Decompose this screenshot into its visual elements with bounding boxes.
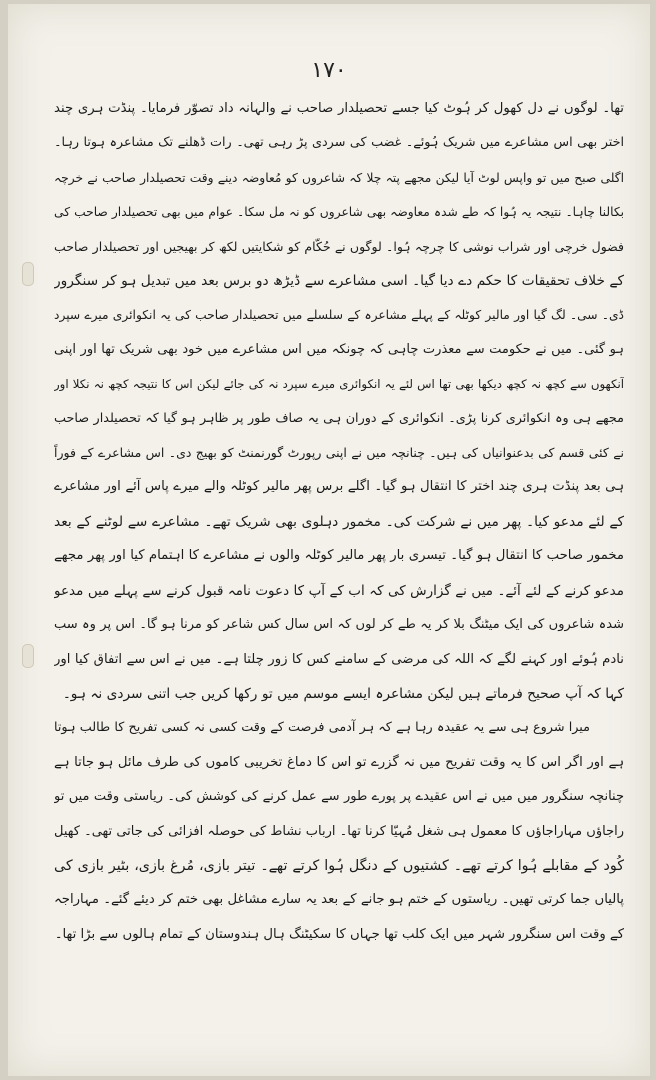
text-line: نادم ہُوئے اور کہنے لگے کہ اللہ کی مرضی کے سامنے کس کا زور چلتا ہے۔ میں نے اس سے اتفاق کیا اور [54, 651, 624, 667]
text-line: آنکھوں سے کچھ نہ کچھ دیکھا بھی تھا اس لئے یہ انکوائری میرے سپرد نہ کی جائے لیکن اس کا نتیجہ کچھ نہ نکلا اور [54, 377, 624, 392]
text-line: بکالنا چاہا۔ نتیجہ یہ ہُوا کہ طے شدہ معاوضہ بھی شاعروں کو نہ مل سکا۔ عوام میں بھی تحصیلدار صاحب کی [54, 205, 624, 220]
page-number: ۱۷۰ [311, 58, 347, 83]
binding-hole [22, 262, 34, 286]
text-line: تھا۔ لوگوں نے دل کھول کر ہُوٹ کیا جسے تحصیلدار صاحب نے والہانہ داد تصوّر فرمایا۔ پنڈت ہری چند [54, 101, 624, 116]
text-line: اختر بھی اس مشاعرے میں شریک ہُوئے۔ غضب کی سردی پڑ رہی تھی۔ رات ڈھلنے تک مشاعرہ ہوتا رہا۔ [54, 135, 624, 151]
text-line: کے لئے مدعو کیا۔ پھر میں نے شرکت کی۔ مخمور دہلوی بھی شریک تھے۔ مشاعرے سے لوٹنے کے بعد [54, 513, 624, 530]
text-line: مخمور صاحب کا انتقال ہو گیا۔ تیسری بار پھر مالیر کوٹلہ والوں نے مشاعرے کا اہتمام کیا اور پھر مجھے [54, 548, 624, 564]
text-line: مدعو کرنے کے لئے آئے۔ میں نے گزارش کی کہ اب کے آپ کا دعوت نامہ قبول کرنے سے پہلے میں مدعو [54, 582, 624, 599]
text-line: کے خلاف تحقیقات کا حکم دے دیا گیا۔ اسی مشاعرے سے ڈیڑھ دو برس بعد میں تبدیل ہو کر سنگرور [54, 273, 624, 290]
text-line: میرا شروع ہی سے یہ عقیدہ رہا ہے کہ ہر آدمی فرصت کے وقت کسی نہ کسی تفریح کا طالب ہوتا [54, 720, 590, 736]
text-line: اگلی صبح میں تو واپس لوٹ آیا لیکن مجھے پتہ چلا کہ شاعروں کو مُعاوضہ دینے وقت تحصیلدار صاحب نے خرچہ [54, 170, 624, 185]
text-line: پالیاں جما کرتی تھیں۔ ریاستوں کے ختم ہو جانے کے بعد یہ سارے مشاغل بھی ختم کر دیئے گئے۔ مہاراجہ [54, 892, 624, 908]
text-line: فضول خرچی اور شراب نوشی کا چرچہ ہُوا۔ لوگوں نے حُکّام کو شکایتیں لکھ کر بھیجیں اور تحصیلدار صاحب [54, 238, 624, 254]
text-line: ڈی۔ سی۔ لگ گیا اور مالیر کوٹلہ کے پہلے مشاعرہ کے سلسلے میں تحصیلدار صاحب کی یہ انکوائری میرے سپرد [54, 308, 624, 323]
text-line: چنانچہ سنگرور میں میں نے اس عقیدے پر پورے طور سے عمل کرنے کی کوشش کی۔ ریاستی وقت میں تو [54, 789, 624, 805]
paragraph-2 [54, 711, 624, 952]
text-line: ہی بعد پنڈت ہری چند اختر کا انتقال ہو گیا۔ اگلے برس پھر مالیر کوٹلہ والے میرے پاس آئے اور مشاعرے [54, 479, 624, 495]
book-page [8, 4, 650, 1076]
text-line: کُود کے مقابلے ہُوا کرتے تھے۔ کشتیوں کے دنگل ہُوا کرتے تھے۔ تیتر بازی، مُرغ بازی، بٹیر بازی کی [54, 857, 624, 874]
text-line: ہے اور اگر اس کا یہ وقت تفریح میں نہ گزرے تو اس کا دماغ تخریبی کاموں کی طرف مائل ہو جاتا ہے [54, 754, 624, 770]
text-line: شدہ شاعروں کی ایک میٹنگ بلا کر یہ طے کر لوں کہ اس سال کس شاعر کو مرنا ہو گا۔ اس پر وہ سب [54, 617, 624, 633]
text-line: راجاؤں مہاراجاؤں کا معمول ہی شغل مُہیّا کرنا تھا۔ ارباب نشاط کی حوصلہ افزائی کی جاتی تھی۔ کھیل [54, 823, 624, 839]
text-line: کے وقت اس سنگرور شہر میں ایک کلب تھا جہاں کا سکیٹنگ ہال ہندوستان کے تمام ہالوں سے بڑا تھا۔ [54, 926, 624, 942]
text-line: نے کئی قسم کی بدعنوانیاں کی ہیں۔ چنانچہ میں نے اپنی رپورٹ گورنمنٹ کو بھیج دی۔ اس مشاعرے کے فوراً [54, 445, 624, 461]
body-text [54, 92, 624, 952]
paragraph-1 [54, 92, 624, 711]
binding-hole [22, 644, 34, 668]
text-line: ہو گئی۔ میں نے حکومت سے معذرت چاہی کہ چونکہ میں اس مشاعرے میں خود بھی شریک تھا اور اپنی [54, 341, 624, 357]
text-line: کہا کہ آپ صحیح فرماتے ہیں لیکن مشاعرہ ایسے موسم میں تو رکھا کریں جب اتنی سردی نہ ہو۔ [62, 685, 624, 702]
text-line: مجھے ہی وہ انکوائری کرنا پڑی۔ انکوائری کے دوران ہی یہ صاف طور پر ظاہر ہو گیا کہ تحصیلدار صاحب [54, 410, 624, 426]
